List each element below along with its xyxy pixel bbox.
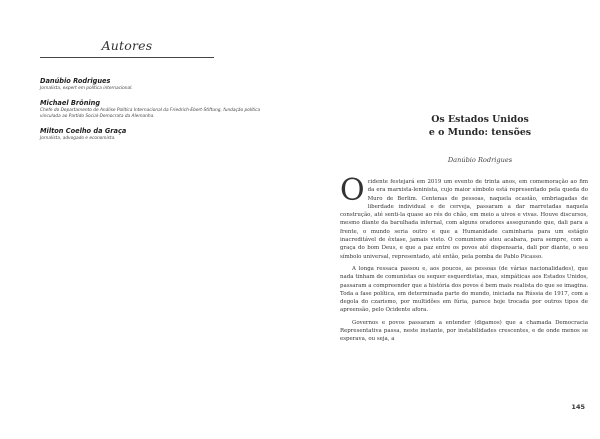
author-entry [40,127,290,142]
author-description: Chefe do Departamento de Análise Política Internacional da Friedrich-Ebert-Stiftung, fundação política vinculada ao Partido Social-Democrata da Alemanha. [40,108,261,119]
article-body [340,173,588,344]
authors-heading: Autores [101,38,153,53]
paragraph [340,173,588,261]
article-title-line-2: e o Mundo: tensões [428,127,532,138]
article-title-line-1: Os Estados Unidos [431,114,529,125]
author-name: Michael Bröning [40,99,101,107]
heading-rule [40,57,214,58]
right-page [300,0,600,439]
article-author: Danúbio Rodrigues [447,156,513,164]
paragraph: Governos e povos passaram a entender (digamos) que a chamada Democracia Representativa passa, neste instante, por instabilidades crescentes, e de onde menos se esperava, ou seja, a [340,319,588,343]
author-description: Jornalista, advogado e economista. [40,136,116,141]
author-description: Jornalista, expert em política internacional. [40,86,133,91]
author-entry [40,77,290,92]
author-entry [40,99,290,119]
dropcap: O [340,173,365,208]
author-name: Danúbio Rodrigues [40,77,111,85]
paragraph-text: cidente festejará em 2019 um evento de trinta anos, em comemoração ao fim da era marxista-leninista, cujo maior símbolo está representado pela queda do Muro de Berlim. Centenas de pessoas, naquela ocasião, embriagadas de liberdade individual e de cerveja, passaram a dar marretadas naquela construção, até senti-la quase ao rés do chão, em meio a uivos e vivas. Houve discursos, mesmo diante da barulhada infernal, com alguns oradores assegurando que, dali para a frente, o mundo seria outro e que a Humanidade caminharia para um estágio inacreditável de êxtase, jamais visto. O comunismo ateu acabara, para sempre, com a graça do bom Deus, e que a paz entre os povos até dispensaria, dali por diante, o seu símbolo universal, representado, até então, pela pomba de Pablo Picasso. [340,179,588,260]
author-name: Milton Coelho da Graça [40,127,127,135]
page-number: 145 [571,403,585,411]
paragraph: A longa ressaca passou e, aos poucos, as pessoas (de várias nacionalidades), que nada tinham de comunistas ou sequer esquerdistas, mas, simpáticas aos Estados Unidos, passaram a compreender que a história dos povos é bem mais realista do que se imagina. Toda a fase política, em determinada parte do mundo, iniciada na Rússia de 1917, com a degola do czarismo, por multidões em fúria, parece hoje trocada por outros tipos de apreensão, pelo Ocidente afora. [340,265,588,314]
